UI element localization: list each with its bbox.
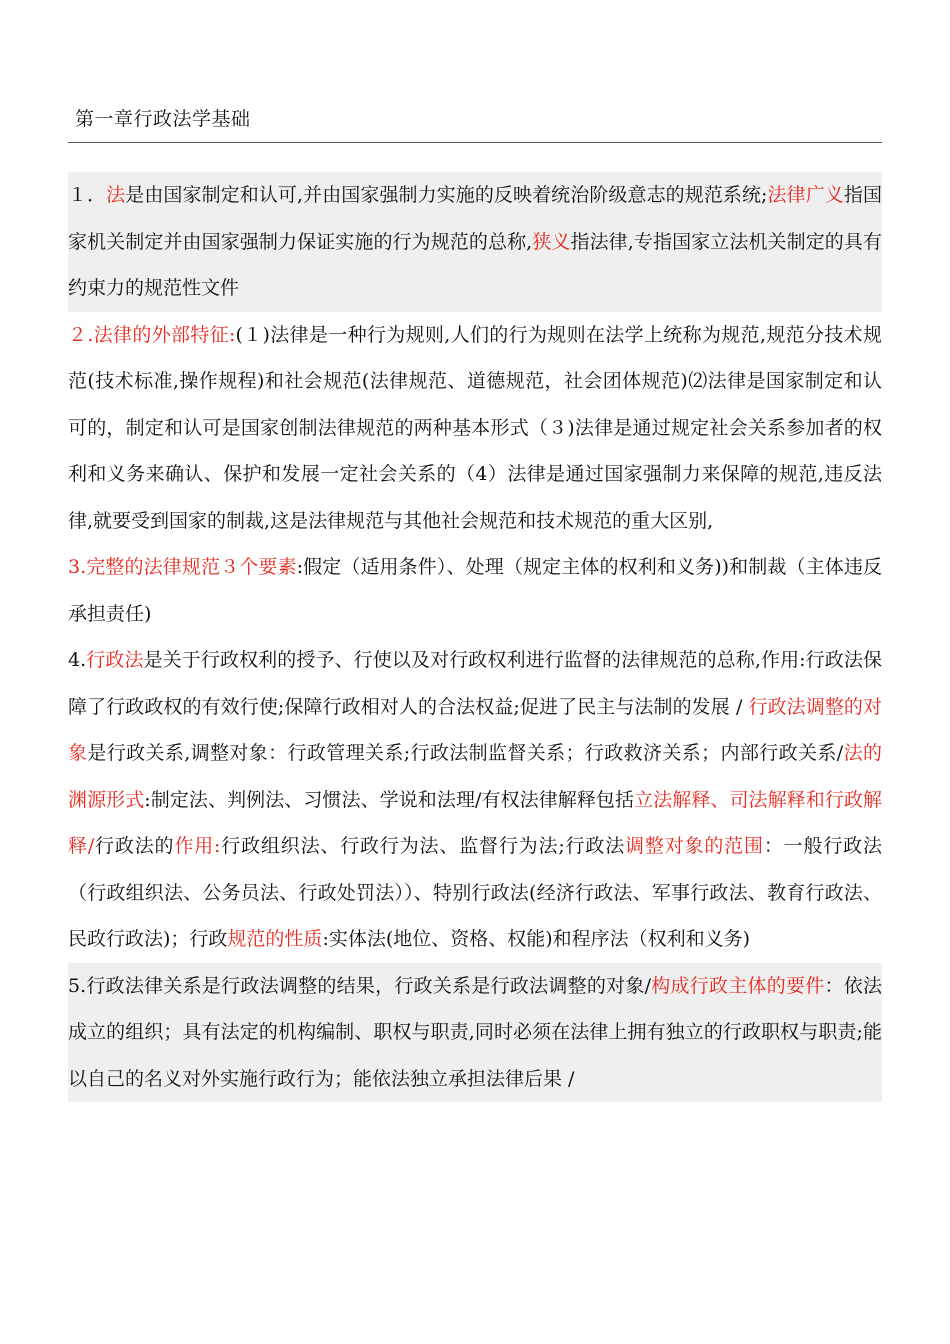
text-run: :制定法、判例法、习惯法、学说和法理/有权法律解释包括 (144, 788, 635, 811)
highlight-term: 行政法调整的对象 (68, 695, 882, 764)
text-run: 指法律,专指国家立法机关制定的具有约束力的规范性文件 (68, 230, 882, 299)
highlight-term: 法的渊源形式 (68, 742, 882, 811)
text-run: 行政组织法、行政行为法、监督行为法;行政法 (220, 835, 626, 857)
highlight-term: 法 (106, 184, 126, 206)
text-run: １． (68, 184, 107, 206)
text-run: ：一般行政法（行政组织法、公务员法、行政处罚法））、特别行政法(经济行政法、军事行政法、教育行政法、民政行政法)；行政 (68, 835, 882, 950)
paragraph-2 (68, 312, 882, 545)
text-run: (１)法律是一种行为规则,人们的行为规则在法学上统称为规范,规范分技术规范(技术标准,操作规程)和社会规范(法律规范、道德规范，社会团体规范)⑵法律是国家制定和认可的，制定和认可是国家创制法律规范的两种基本形式（３)法律是通过规定社会关系参加者的权利和义务来确认、保护和发展一定社会关系的（4）法律是通过国家强制力来保障的规范,违反法律,就要受到国家的制裁,这是法律规范与其他社会规范和技术规范的重大区别, (68, 323, 882, 532)
text-run: 5.行政法律关系是行政法调整的结果，行政关系是行政法调整的对象/ (68, 974, 651, 997)
document-body (68, 172, 882, 1102)
highlight-term: 作用: (174, 835, 221, 857)
header-divider (68, 142, 882, 143)
text-run: ：依法成立的组织；具有法定的机构编制、职权与职责,同时必须在法律上拥有独立的行政职权与职责;能以自己的名义对外实施行政行为；能依法独立承担法律后果 / (68, 974, 882, 1090)
paragraph-5 (68, 963, 882, 1103)
highlight-term: 立法解释、司法解释和行政解释/ (68, 788, 882, 857)
text-run: 是关于行政权利的授予、行使以及对行政权利进行监督的法律规范的总称,作用:行政法保障了行政政权的有效行使;保障行政相对人的合法权益;促进了民主与法制的发展 / (68, 649, 882, 718)
highlight-term: 法律广义 (767, 184, 844, 206)
text-run: :实体法(地位、资格、权能)和程序法（权利和义务) (322, 928, 751, 950)
text-run: 4. (68, 649, 87, 671)
paragraph-1 (68, 172, 882, 312)
highlight-term: 行政法 (86, 649, 144, 671)
text-run: 指国家机关制定并由国家强制力保证实施的行为规范的总称, (68, 184, 882, 253)
paragraph-4 (68, 637, 882, 963)
highlight-term: 构成行政主体的要件 (651, 974, 825, 997)
highlight-term: 狭义 (532, 230, 571, 253)
highlight-term: 3.完整的法律规范３个要素 (68, 556, 297, 578)
text-run: 是由国家制定和认可,并由国家强制力实施的反映着统治阶级意志的规范系统; (125, 184, 768, 206)
text-run: :假定（适用条件）、处理（规定主体的权利和义务))和制裁（主体违反承担责任) (68, 556, 882, 625)
highlight-term: 规范的性质 (227, 928, 323, 950)
paragraph-3 (68, 544, 882, 637)
chapter-title: 第一章行政法学基础 (75, 108, 251, 130)
highlight-term: ２.法律的外部特征: (68, 323, 236, 346)
text-run: 行政法的 (94, 835, 175, 857)
highlight-term: 调整对象的范围 (625, 835, 764, 857)
text-run: 是行政关系,调整对象：行政管理关系;行政法制监督关系；行政救济关系；内部行政关系/ (87, 742, 844, 764)
